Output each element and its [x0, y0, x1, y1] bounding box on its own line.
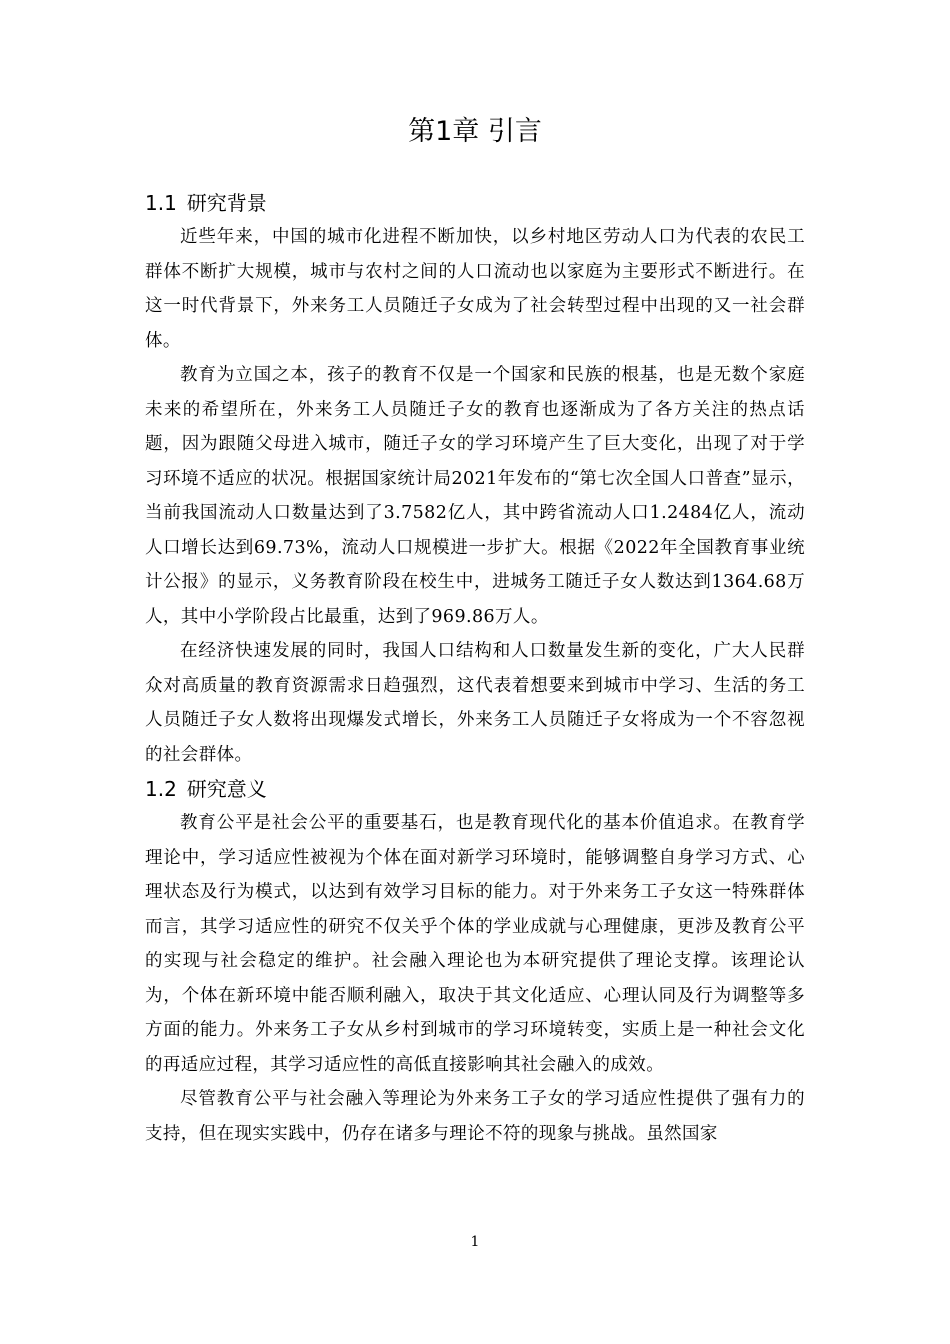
section-research-significance — [145, 772, 805, 1151]
page-content — [145, 186, 805, 1151]
chapter-title: 第1章 引言 — [408, 116, 542, 147]
section-number: 1.1 — [145, 191, 177, 215]
paragraph: 近些年来，中国的城市化进程不断加快，以乡村地区劳动人口为代表的农民工群体不断扩大规模，城市与农村之间的人口流动也以家庭为主要形式不断进行。在这一时代背景下，外来务工人员随迁子女成为了社会转型过程中出现的又一社会群体。 — [145, 227, 805, 351]
paragraph: 尽管教育公平与社会融入等理论为外来务工子女的学习适应性提供了强有力的支持，但在现实实践中，仍存在诸多与理论不符的现象与挑战。虽然国家 — [145, 1089, 805, 1144]
paragraph: 教育为立国之本，孩子的教育不仅是一个国家和民族的根基，也是无数个家庭未来的希望所在，外来务工人员随迁子女的教育也逐渐成为了各方关注的热点话题，因为跟随父母进入城市，随迁子女的学习环境产生了巨大变化，出现了对于学习环境不适应的状况。根据国家统计局2021年发布的“第七次全国人口普查”显示，当前我国流动人口数量达到了3.7582亿人，其中跨省流动人口1.2484亿人，流动人口增长达到69.73%，流动人口规模进一步扩大。根据《2022年全国教育事业统计公报》的显示，义务教育阶段在校生中，进城务工随迁子女人数达到1364.68万人，其中小学阶段占比最重，达到了969.86万人。 — [145, 365, 805, 627]
paragraph: 在经济快速发展的同时，我国人口结构和人口数量发生新的变化，广大人民群众对高质量的教育资源需求日趋强烈，这代表着想要来到城市中学习、生活的务工人员随迁子女人数将出现爆发式增长，外来务工人员随迁子女将成为一个不容忽视的社会群体。 — [145, 641, 805, 765]
section-heading — [145, 186, 805, 220]
section-title: 研究背景 — [186, 191, 267, 215]
section-number: 1.2 — [145, 777, 177, 801]
section-research-background — [145, 186, 805, 772]
section-heading — [145, 772, 805, 806]
paragraph: 教育公平是社会公平的重要基石，也是教育现代化的基本价值追求。在教育学理论中，学习适应性被视为个体在面对新学习环境时，能够调整自身学习方式、心理状态及行为模式，以达到有效学习目标的能力。对于外来务工子女这一特殊群体而言，其学习适应性的研究不仅关乎个体的学业成就与心理健康，更涉及教育公平的实现与社会稳定的维护。社会融入理论也为本研究提供了理论支撑。该理论认为，个体在新环境中能否顺利融入，取决于其文化适应、心理认同及行为调整等多方面的能力。外来务工子女从乡村到城市的学习环境转变，实质上是一种社会文化的再适应过程，其学习适应性的高低直接影响其社会融入的成效。 — [145, 813, 805, 1075]
section-title: 研究意义 — [186, 777, 267, 801]
page-number: 1 — [470, 1234, 480, 1250]
